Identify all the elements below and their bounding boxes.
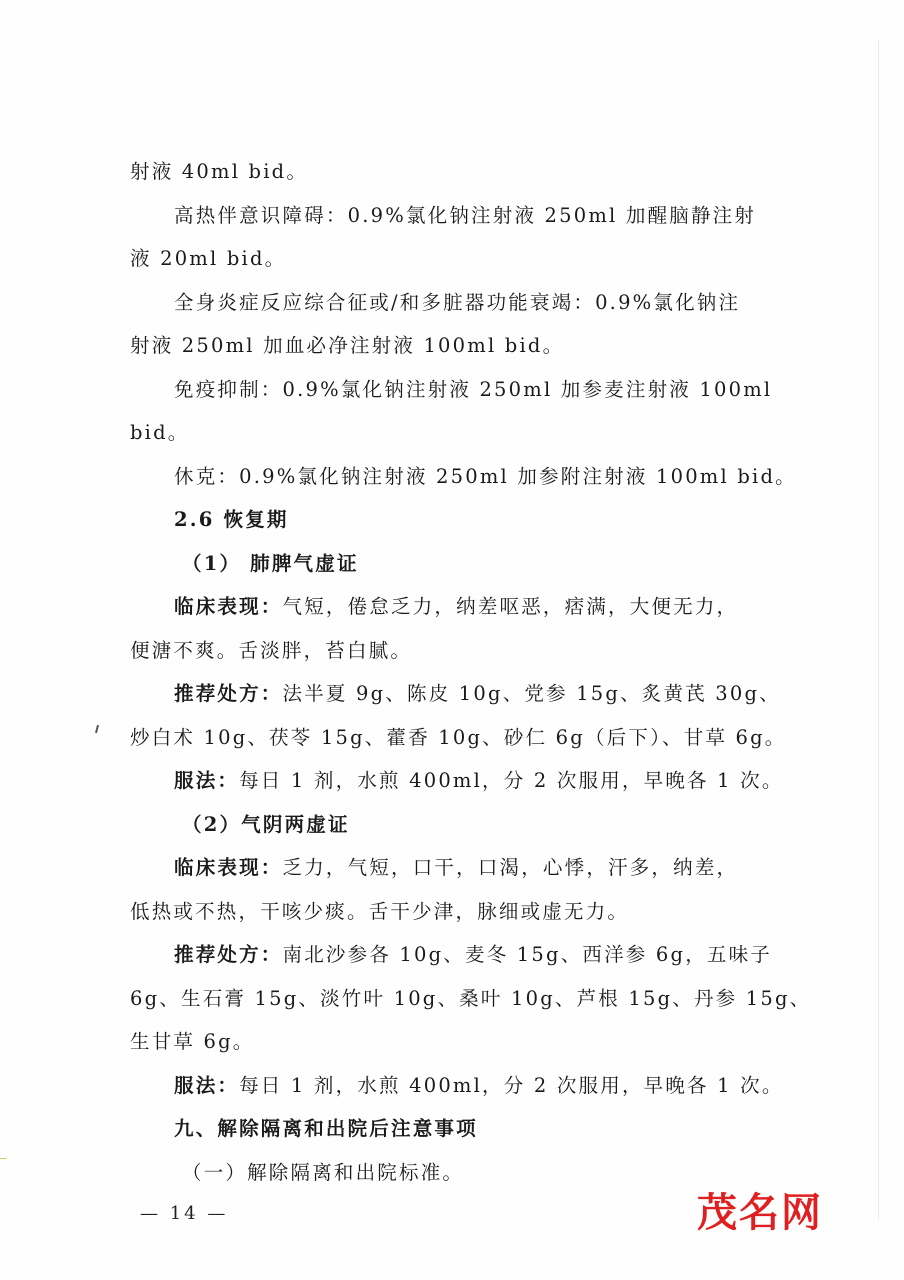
clinical-label: 临床表现： (174, 856, 283, 879)
clinical-label: 临床表现： (174, 595, 283, 618)
prescription-text: 法半夏 9g、陈皮 10g、党参 15g、炙黄芪 30g、 (282, 682, 781, 705)
prescription-line (130, 672, 780, 716)
prescription-text-continued: 生甘草 6g。 (130, 1030, 255, 1053)
clinical-text: 气短，倦怠乏力，纳差呕恶，痞满，大便无力， (282, 595, 739, 618)
subsection-title-discharge-standard: （一）解除隔离和出院标准。 (182, 1160, 465, 1184)
section-heading-recovery: 2.6 恢复期 (174, 508, 289, 531)
scan-mark (95, 725, 99, 733)
document-body (130, 150, 812, 1194)
clinical-manifestation-line (130, 846, 780, 890)
usage-line (130, 759, 784, 803)
body-line: 免疫抑制：0.9%氯化钠注射液 250ml 加参麦注射液 100ml (174, 377, 773, 401)
site-watermark-logo (690, 1180, 830, 1238)
page-number: — 14 — (140, 1203, 229, 1224)
prescription-text-continued: 6g、生石膏 15g、淡竹叶 10g、桑叶 10g、芦根 15g、丹参 15g、 (130, 986, 812, 1010)
usage-text: 每日 1 剂，水煎 400ml，分 2 次服用，早晚各 1 次。 (239, 1073, 784, 1097)
usage-line (130, 1064, 784, 1108)
clinical-manifestation-line (130, 585, 780, 629)
clinical-text-continued: 低热或不热，干咳少痰。舌干少津，脉细或虚无力。 (130, 899, 630, 923)
body-line: bid。 (130, 421, 190, 444)
usage-text: 每日 1 剂，水煎 400ml，分 2 次服用，早晚各 1 次。 (239, 769, 784, 792)
prescription-line (130, 933, 780, 977)
usage-label: 服法： (174, 769, 240, 792)
prescription-text: 南北沙参各 10g、麦冬 15g、西洋参 6g，五味子 (282, 943, 772, 966)
body-line: 高热伴意识障碍：0.9%氯化钠注射液 250ml 加醒脑静注射 (174, 203, 757, 227)
clinical-text-continued: 便溏不爽。舌淡胖，苔白腻。 (130, 638, 413, 662)
watermark-text: 茂名网 (697, 1189, 823, 1236)
section-heading-discharge: 九、解除隔离和出院后注意事项 (174, 1117, 478, 1140)
body-line: 休克：0.9%氯化钠注射液 250ml 加参附注射液 100ml bid。 (174, 464, 797, 488)
subsection-title-lung-spleen: （1） 肺脾气虚证 (182, 551, 359, 575)
body-line: 液 20ml bid。 (130, 247, 287, 270)
usage-label: 服法： (174, 1073, 240, 1097)
prescription-label: 推荐处方： (174, 943, 283, 966)
scan-edge-line (878, 40, 879, 1220)
clinical-text: 乏力，气短，口干，口渴，心悸，汗多，纳差， (282, 856, 739, 879)
body-line: 全身炎症反应综合征或/和多脏器功能衰竭：0.9%氯化钠注 (174, 290, 741, 314)
subsection-title-qi-yin: （2）气阴两虚证 (182, 812, 350, 836)
scan-corner-mark (0, 1158, 6, 1159)
body-line: 射液 40ml bid。 (130, 160, 309, 183)
prescription-label: 推荐处方： (174, 682, 283, 705)
prescription-text-continued: 炒白术 10g、茯苓 15g、藿香 10g、砂仁 6g（后下）、甘草 6g。 (130, 725, 787, 749)
body-line: 射液 250ml 加血必净注射液 100ml bid。 (130, 334, 565, 357)
